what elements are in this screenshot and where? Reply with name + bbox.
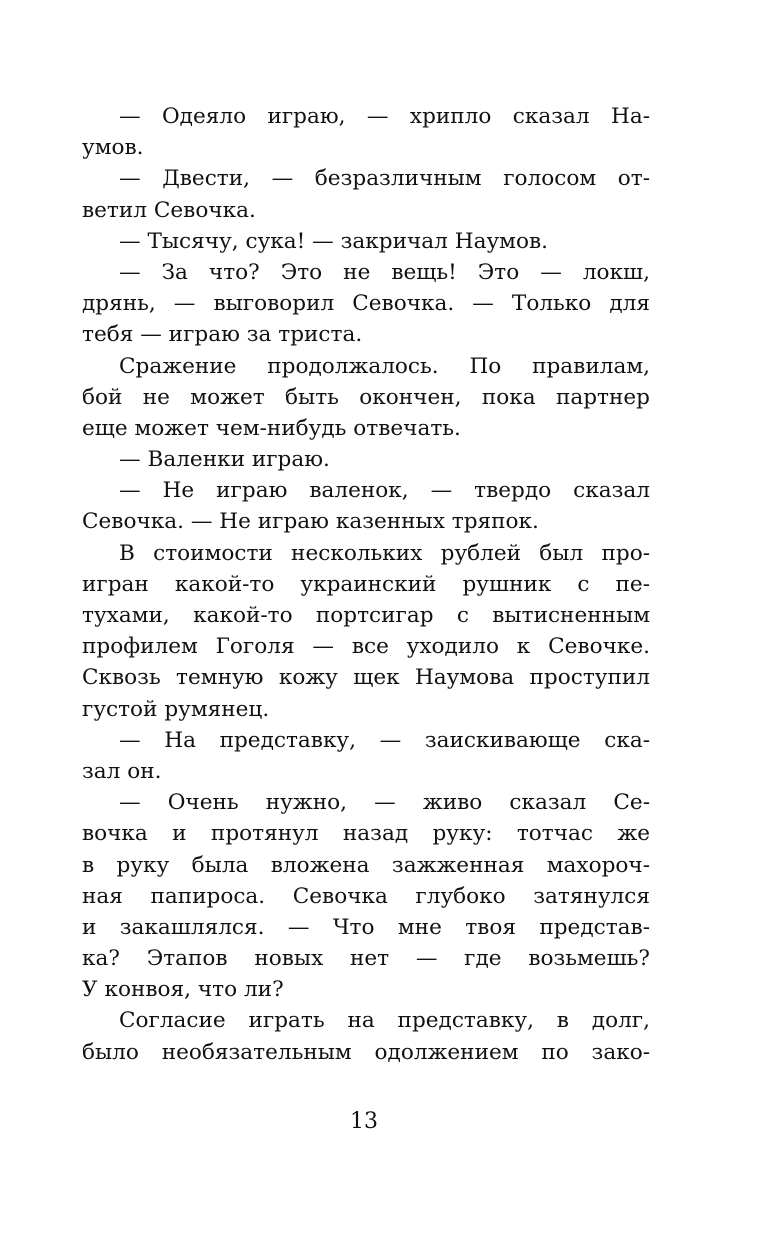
text-line: еще может чем-нибудь отвечать.: [82, 415, 461, 441]
text-line: — Очень нужно, — живо сказал Се-: [119, 790, 650, 816]
text-line: Согласие играть на представку, в долг,: [119, 1008, 650, 1034]
text-line: — Тысячу, сука! — закричал Наумов.: [119, 228, 548, 254]
text-line: профилем Гоголя — все уходило к Севочке.: [82, 634, 650, 660]
text-line: — За что? Это не вещь! Это — локш,: [119, 259, 650, 285]
text-line: Сквозь темную кожу щек Наумова проступил: [82, 665, 650, 691]
text-line: бой не может быть окончен, пока партнер: [82, 384, 650, 410]
text-line: — Одеяло играю, — хрипло сказал На-: [119, 104, 650, 129]
text-line: умов.: [82, 135, 144, 161]
text-line: — Не играю валенок, — твердо сказал: [119, 478, 650, 504]
text-line: — Валенки играю.: [119, 447, 330, 473]
text-line: — Двести, — безразличным голосом от-: [119, 166, 650, 192]
text-line: В стоимости нескольких рублей был про-: [119, 540, 650, 566]
text-line: густой румянец.: [82, 696, 270, 722]
text-line: зал он.: [82, 758, 162, 784]
text-body: [82, 101, 650, 1068]
text-line: ная папироса. Севочка глубоко затянулся: [82, 883, 650, 909]
text-line: тебя — играю за триста.: [82, 322, 363, 348]
text-line: ка? Этапов новых нет — где возьмешь?: [82, 946, 650, 972]
text-line: дрянь, — выговорил Севочка. — Только для: [82, 291, 650, 317]
text-line: Севочка. — Не играю казенных тряпок.: [82, 509, 539, 535]
text-line: У конвоя, что ли?: [82, 977, 284, 1003]
text-line: и закашлялся. — Что мне твоя представ-: [82, 914, 650, 940]
text-line: ветил Севочка.: [82, 197, 256, 223]
text-line: игран какой-то украинский рушник с пе-: [82, 571, 650, 597]
text-line: Сражение продолжалось. По правилам,: [119, 353, 650, 379]
text-line: в руку была вложена зажженная махороч-: [82, 852, 650, 878]
text-line: было необязательным одолжением по зако-: [82, 1039, 650, 1065]
text-line: тухами, какой-то портсигар с вытисненным: [82, 603, 650, 628]
page-number: 13: [350, 1109, 378, 1134]
text-line: — На представку, — заискивающе ска-: [119, 727, 650, 753]
text-line: вочка и протянул назад руку: тотчас же: [82, 821, 650, 847]
